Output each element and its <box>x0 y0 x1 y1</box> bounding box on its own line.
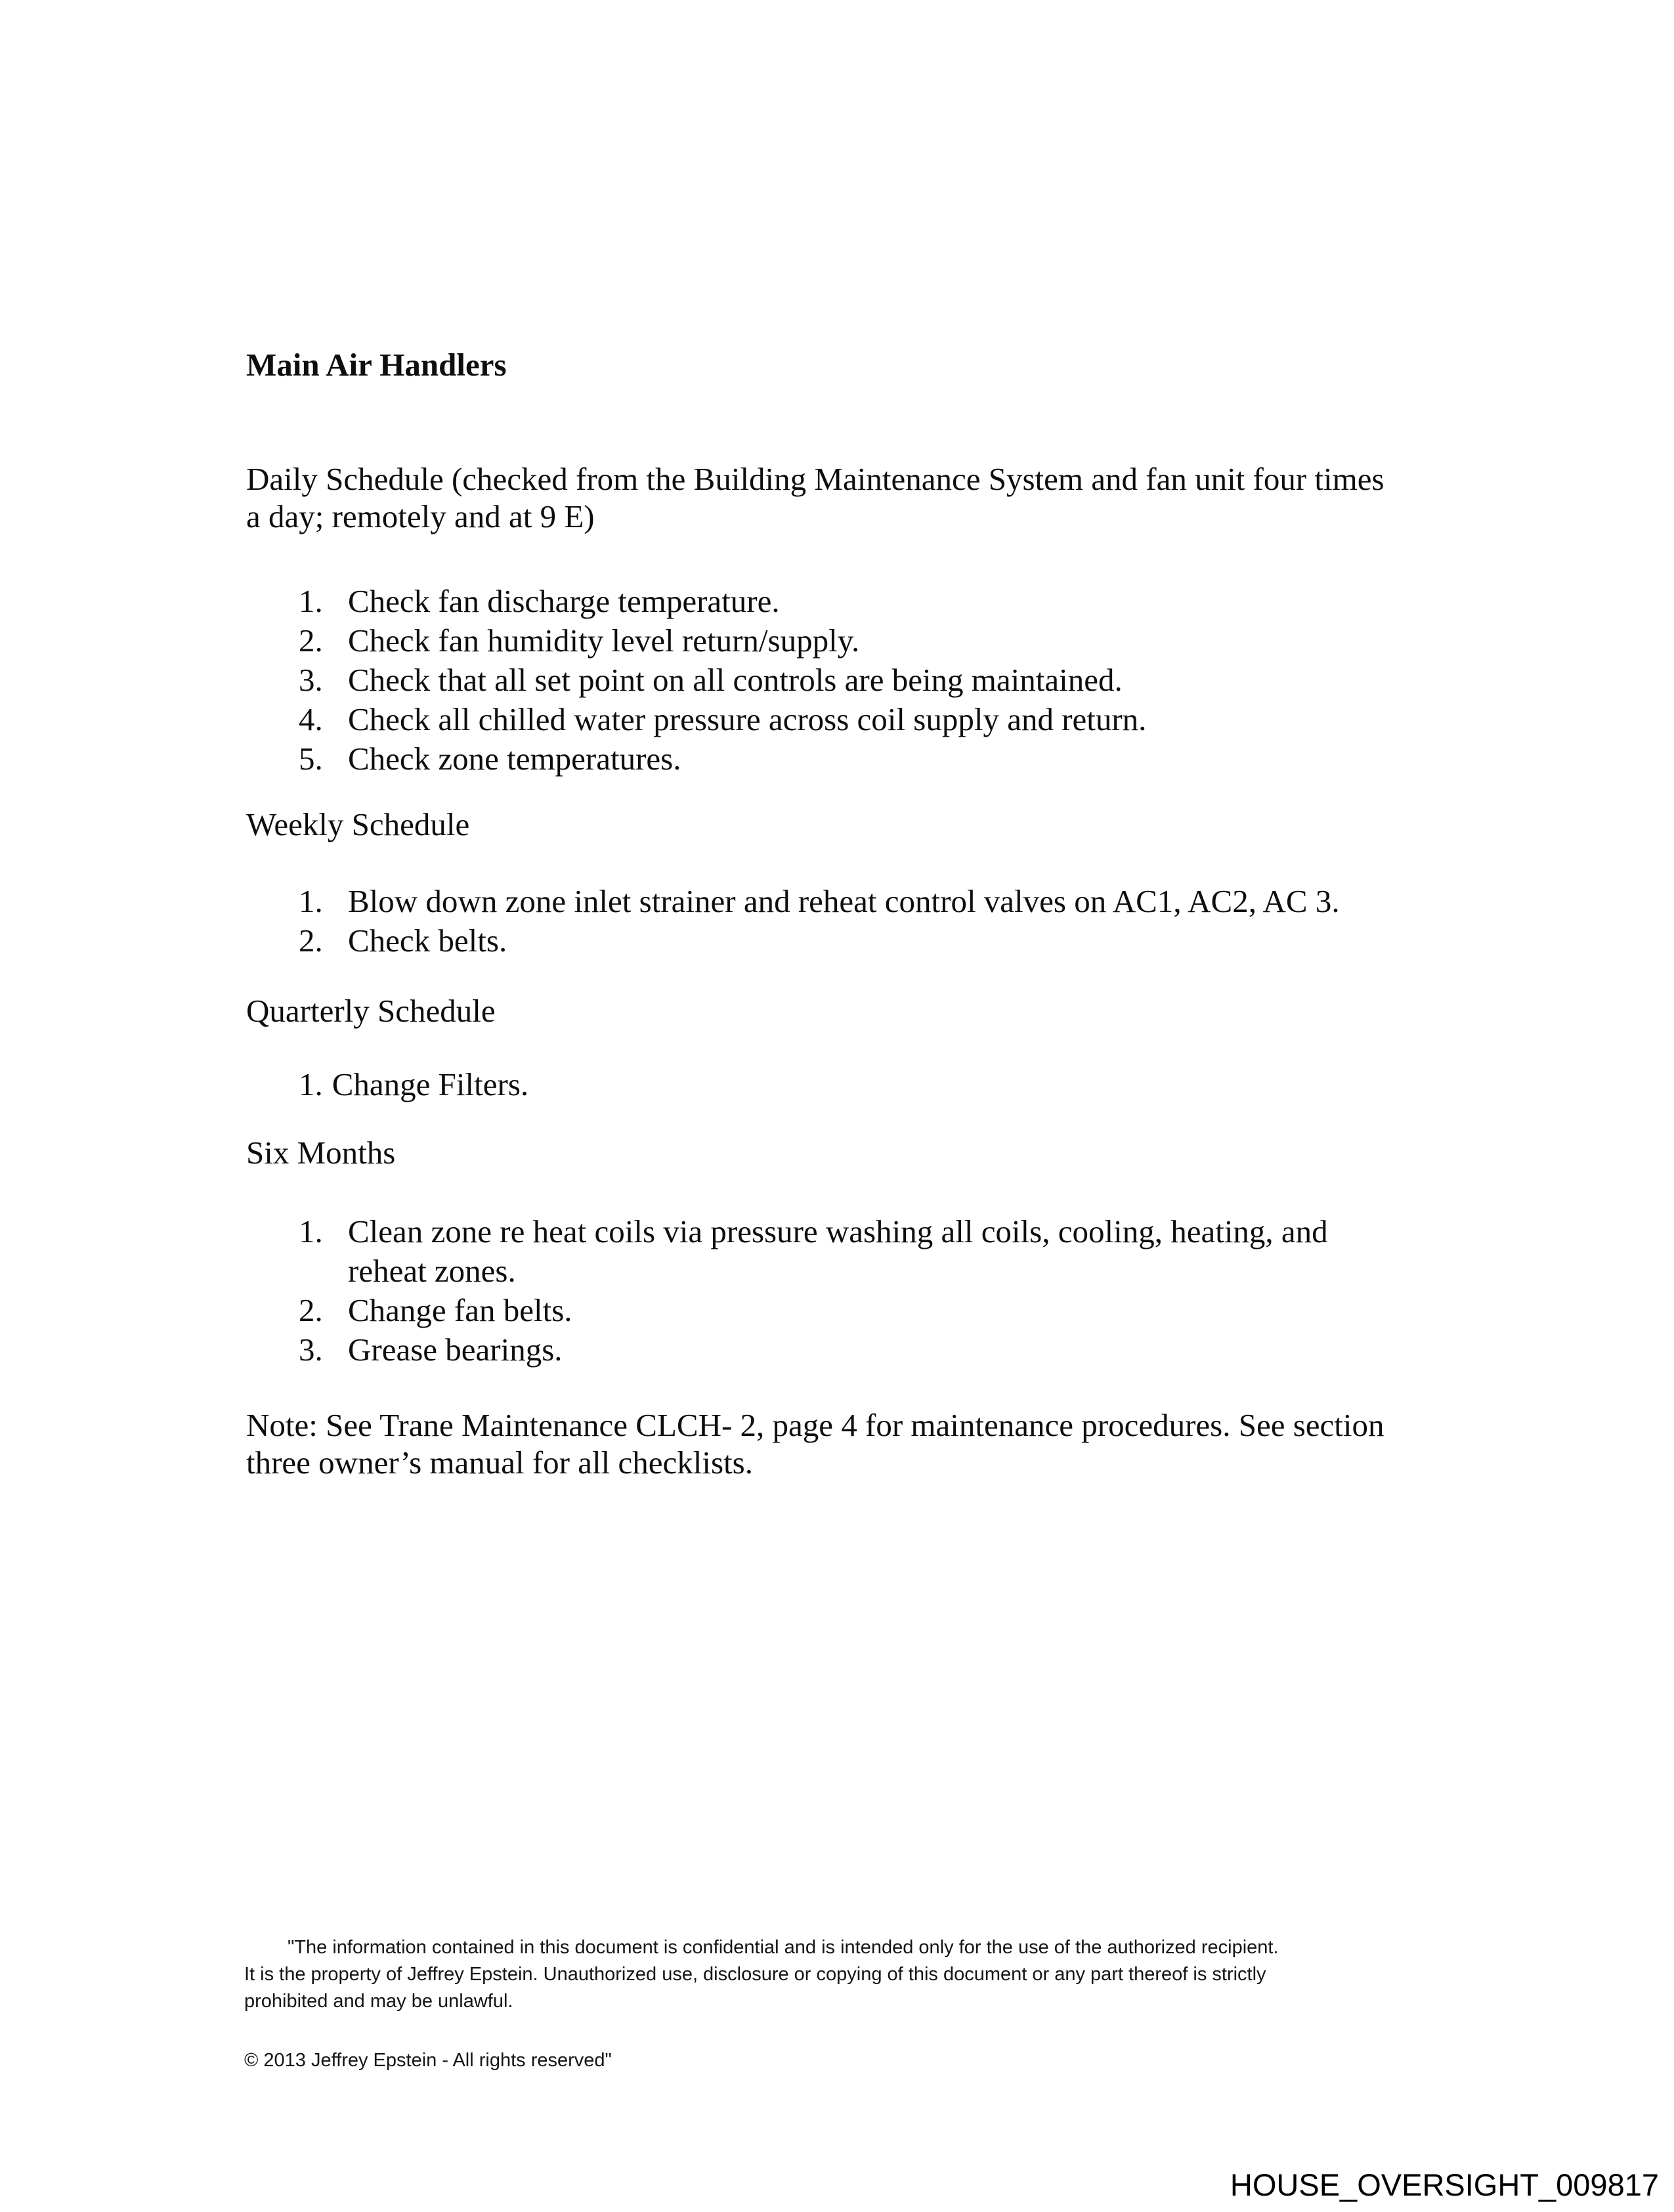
disclaimer-line: It is the property of Jeffrey Epstein. Unauthorized use, disclosure or copying of this document or any part thereof is strictly <box>244 1964 1266 1985</box>
six-months-list <box>299 1212 1328 1370</box>
list-item-text: Check fan humidity level return/supply. <box>348 622 860 659</box>
list-item <box>299 921 1340 961</box>
list-item-text: Change Filters. <box>332 1066 529 1102</box>
list-item-number: 2. <box>299 922 323 959</box>
disclaimer-line: "The information contained in this document is confidential and is intended only for the use of the authorized recipient. <box>288 1937 1279 1958</box>
list-item-number: 4. <box>299 701 323 737</box>
quarterly-schedule-item <box>299 1066 528 1103</box>
list-item-text: Check belts. <box>348 922 507 959</box>
bates-number: HOUSE_OVERSIGHT_009817 <box>1230 2167 1659 2202</box>
weekly-schedule-heading: Weekly Schedule <box>246 806 470 842</box>
list-item-text: Blow down zone inlet strainer and reheat control valves on AC1, AC2, AC 3. <box>348 883 1340 919</box>
list-item-text: Grease bearings. <box>348 1332 563 1368</box>
disclaimer-line: prohibited and may be unlawful. <box>244 1991 513 2012</box>
list-item-text: Check all chilled water pressure across coil supply and return. <box>348 701 1147 737</box>
list-item <box>299 1330 1328 1370</box>
weekly-schedule-list <box>299 882 1340 961</box>
list-item-text <box>348 1212 1328 1291</box>
list-item <box>299 1212 1328 1291</box>
paragraph-line: Daily Schedule (checked from the Building Maintenance System and fan unit four times <box>246 461 1384 497</box>
list-item <box>299 582 1146 621</box>
quarterly-schedule-heading: Quarterly Schedule <box>246 993 496 1029</box>
list-item-number: 3. <box>299 662 323 698</box>
page-title: Main Air Handlers <box>246 347 507 383</box>
list-item-text: Change fan belts. <box>348 1292 572 1328</box>
list-item-text: Check fan discharge temperature. <box>348 583 780 619</box>
copyright-line: © 2013 Jeffrey Epstein - All rights reserved" <box>244 2050 612 2071</box>
six-months-heading: Six Months <box>246 1135 396 1171</box>
list-item <box>299 1291 1328 1330</box>
list-item <box>299 661 1146 700</box>
list-item-number: 1. <box>299 1213 323 1249</box>
list-item-line: Clean zone re heat coils via pressure washing all coils, cooling, heating, and <box>348 1213 1328 1249</box>
note-paragraph <box>246 1406 1384 1481</box>
paragraph-line: Note: See Trane Maintenance CLCH- 2, page 4 for maintenance procedures. See section <box>246 1407 1384 1443</box>
confidentiality-disclaimer <box>244 1934 1279 2015</box>
list-item-line: reheat zones. <box>348 1253 516 1289</box>
list-item-number: 2. <box>299 1292 323 1328</box>
daily-schedule-intro <box>246 460 1384 535</box>
list-item <box>299 739 1146 779</box>
list-item <box>299 700 1146 739</box>
paragraph-line: a day; remotely and at 9 E) <box>246 498 595 534</box>
list-item-text: Check that all set point on all controls are being maintained. <box>348 662 1123 698</box>
list-item <box>299 882 1340 921</box>
list-item-number: 1. <box>299 1066 323 1102</box>
paragraph-line: three owner’s manual for all checklists. <box>246 1444 753 1481</box>
list-item-number: 5. <box>299 741 323 777</box>
list-item-number: 3. <box>299 1332 323 1368</box>
list-item <box>299 621 1146 661</box>
list-item-text: Check zone temperatures. <box>348 741 681 777</box>
list-item-number: 1. <box>299 883 323 919</box>
daily-schedule-list <box>299 582 1146 779</box>
list-item-number: 2. <box>299 622 323 659</box>
list-item-number: 1. <box>299 583 323 619</box>
